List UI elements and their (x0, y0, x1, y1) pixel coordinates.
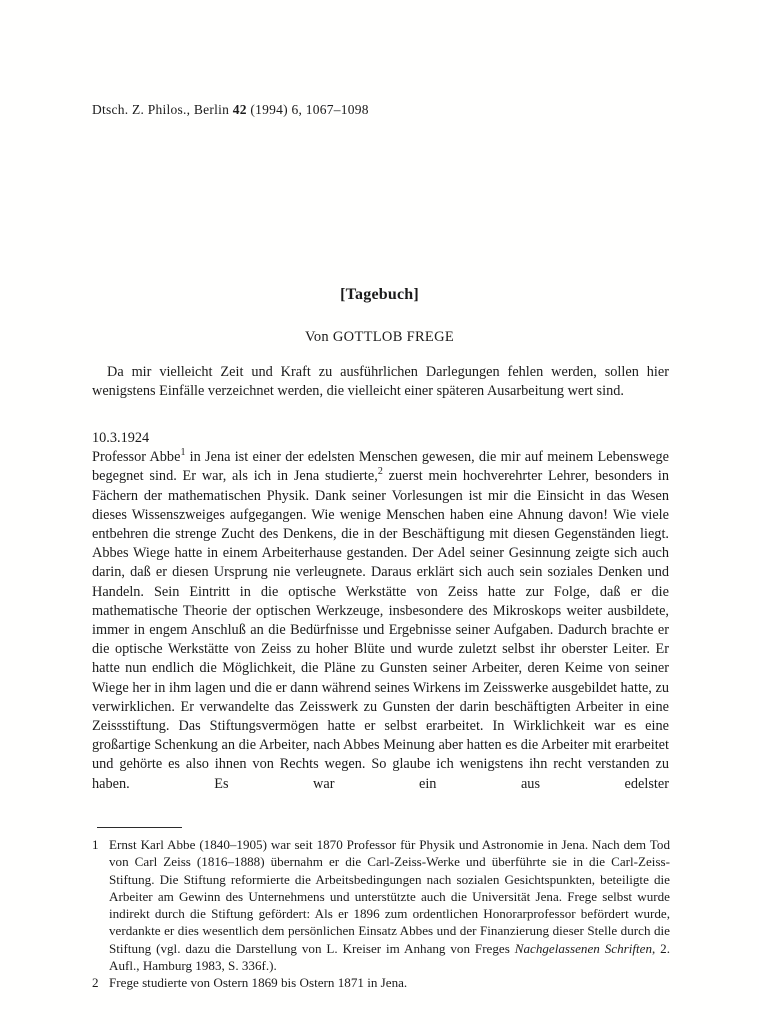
intro-paragraph: Da mir vielleicht Zeit und Kraft zu ausführlichen Darlegungen fehlen werden, sollen hier wenigstens Einfälle verzeichnet werden, die vielleicht einer späteren Ausarbeitung wert sind. (92, 364, 669, 400)
footnote (92, 974, 670, 991)
footnote-ref: 2 (377, 466, 383, 478)
italic-text: Nachgelassenen Schriften (514, 940, 652, 956)
article-title: [Tagebuch] (340, 286, 419, 303)
footnote-ref: 1 (180, 447, 186, 459)
entry-paragraph: Professor Abbe$^1$ in Jena ist einer der edelsten Menschen gewesen, die mir auf meinem Lebenswege begegnet sind. Er war, als ich in Jena studierte,$^2$ zuerst mein hochverehrter Lehrer, besonders in Fächern der mathematischen Physik. Dank seiner Vorlesungen ist mir die Einsicht in das Wesen dieses Wissenszweiges aufgegangen. Wie wenige Menschen haben eine Ahnung davon! Wie viele entbehren die strenge Zucht des Denkens, die in der Beschäftigung mit diesen Gegenständen liegt. Abbes Wiege hatte in einem Arbeiterhause gestanden. Der Adel seiner Gesinnung zeigte sich auch darin, daß er diesen Ursprung nie verleugnete. Daraus erklärt sich auch sein soziales Denken und Handeln. Sein Eintritt in die optische Werkstätte von Zeiss hatte zur Folge, daß er die mathematische Theorie der optischen Werkzeuge, insbesondere des Mikroskops weiter ausbildete, immer in engem Anschluß an die Bedürfnisse und Ergebnisse seiner Aufgaben. Dadurch brachte er die optische Werkstätte von Zeiss zu hoher Blüte und wurde zuletzt selbst ihr oberster Leiter. Er hatte nun endlich die Möglichkeit, die Pläne zu Gunsten seiner Arbeiter, deren Keime von seiner Wiege her in ihm lagen und die er dann während seines Wirkens im Zeisswerke ausgebildet hatte, zu verwirklichen. Er verwandelte das Zeisswerk zu Gunsten der darin beschäftigten Arbeiter in eine Zeissstiftung. Das Stiftungsvermögen hatte er selbst erarbeitet. In Wirklichkeit war es eine großartige Schenkung an die Arbeiter, nach Abbes Meinung aber hatten es die Arbeiter mit erarbeitet und gehörte es also ihnen von Rechts wegen. So glaube ich wenigstens ihn recht verstanden zu haben. Es war ein aus edelster (92, 447, 669, 792)
footnote-number: 2 (92, 975, 99, 991)
footnote-text: Frege studierte von Ostern 1869 bis Ostern 1871 in Jena. (109, 975, 408, 991)
footnote-text: Ernst Karl Abbe (1840–1905) war seit 1870 Professor für Physik und Astronomie in Jena. Nach dem Tod von Carl Zeiss (1816–1888) übernahm er die Carl-Zeiss-Werke und überführte sie in die Carl-Zeiss-Stiftung. Die Stiftung reformierte die Arbeitsbedingungen nach sozialen Gesichtspunkten, beteiligte die Arbeiter am Gewinn des Unternehmens und unterstützte auch die Universität Jena. Frege selbst wurde indirekt durch die Stiftung gefördert: Als er 1896 zum ordentlichen Honorarprofessor befördert wurde, verdankte er dies wesentlich dem persönlichen Einsatz Abbes und der Finanzierung dieser Stelle durch die Stiftung (vgl. dazu die Darstellung von L. Kreiser im Anhang von Freges Nachgelassenen Schriften, 2. Aufl., Hamburg 1983, S. 336f.). (109, 837, 670, 974)
entry-date: 10.3.1924 (92, 430, 150, 446)
footnote (92, 836, 670, 974)
diary-entry (92, 429, 669, 794)
journal-citation-header: Dtsch. Z. Philos., Berlin 42 (1994) 6, 1067–1098 (92, 102, 369, 117)
footnote-number: 1 (92, 837, 99, 852)
author-byline: Von GOTTLOB FREGE (304, 329, 455, 345)
footnote-separator-rule (97, 827, 182, 828)
footnotes-section (92, 836, 670, 992)
bold-text: 42 (232, 102, 247, 117)
